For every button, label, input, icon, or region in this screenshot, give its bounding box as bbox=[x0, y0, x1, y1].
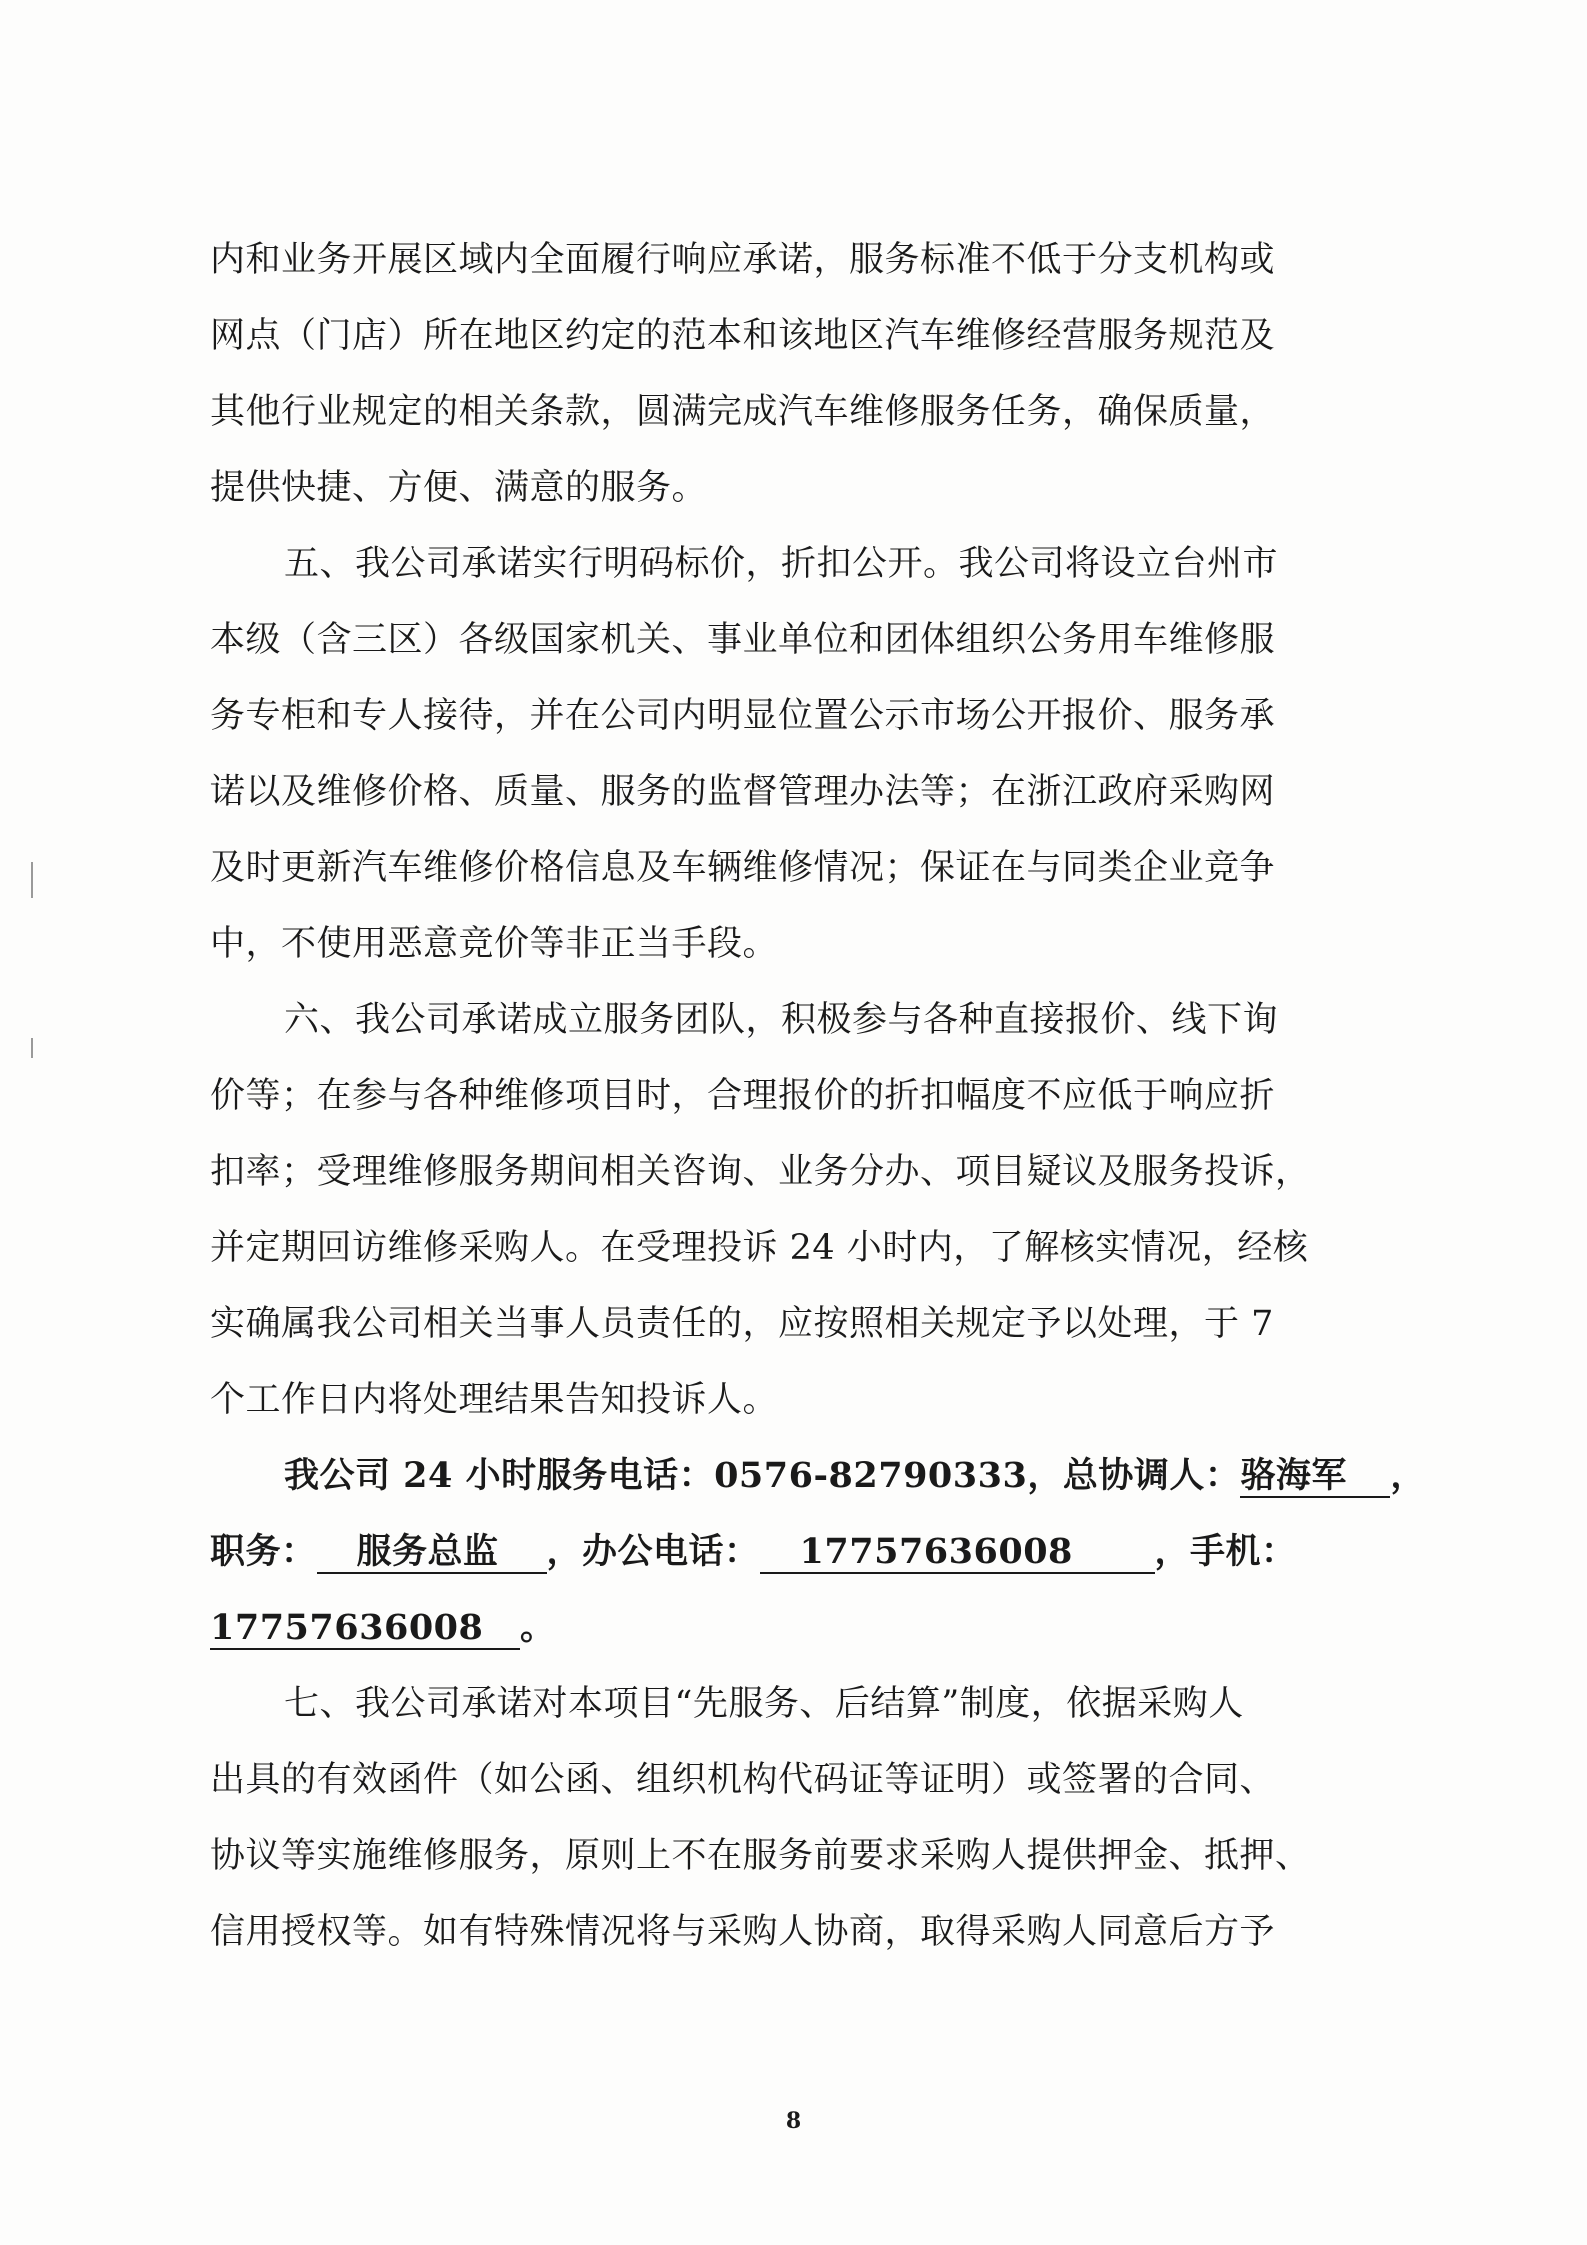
contact-line-hotline bbox=[210, 1438, 1426, 1514]
page-number: 8 bbox=[785, 2108, 802, 2134]
paragraph-line: 出具的有效函件（如公函、组织机构代码证等证明）或签署的合同、 bbox=[210, 1760, 1276, 1800]
mobile-value: 17757636008 bbox=[210, 1608, 520, 1650]
paragraph-line: 提供快捷、方便、满意的服务。 bbox=[210, 468, 708, 508]
contact-line-mobile bbox=[210, 1590, 1380, 1666]
paragraph-line: 个工作日内将处理结果告知投诉人。 bbox=[210, 1380, 779, 1420]
contact-line-position bbox=[210, 1514, 1380, 1590]
paragraph-line: 并定期回访维修采购人。在受理投诉 24 小时内，了解核实情况，经核 bbox=[210, 1228, 1309, 1268]
paragraph-line: 网点（门店）所在地区约定的范本和该地区汽车维修经营服务规范及 bbox=[210, 316, 1276, 356]
paragraph-line: 中，不使用恶意竞价等非正当手段。 bbox=[210, 924, 779, 964]
paragraph-line: 信用授权等。如有特殊情况将与采购人协商，取得采购人同意后方予 bbox=[210, 1912, 1276, 1952]
paragraph-line: 其他行业规定的相关条款，圆满完成汽车维修服务任务，确保质量， bbox=[210, 392, 1276, 432]
paragraph-line: 务专柜和专人接待，并在公司内明显位置公示市场公开报价、服务承 bbox=[210, 696, 1276, 736]
office-phone-label: ，办公电话： bbox=[546, 1531, 760, 1572]
paragraph-line: 六、我公司承诺成立服务团队，积极参与各种直接报价、线下询 bbox=[284, 1000, 1279, 1040]
paragraph-line: 协议等实施维修服务，原则上不在服务前要求采购人提供押金、抵押、 bbox=[210, 1836, 1311, 1876]
paragraph-line: 诺以及维修价格、质量、服务的监督管理办法等；在浙江政府采购网 bbox=[210, 772, 1276, 812]
paragraph-line: 价等；在参与各种维修项目时，合理报价的折扣幅度不应低于响应折 bbox=[210, 1076, 1276, 1116]
coordinator-name: 骆海军 bbox=[1240, 1456, 1390, 1498]
scan-artifact-mark bbox=[31, 1038, 33, 1058]
position-label: 职务： bbox=[210, 1531, 317, 1572]
paragraph-line: 七、我公司承诺对本项目“先服务、后结算”制度，依据采购人 bbox=[284, 1684, 1244, 1724]
paragraph-line: 扣率；受理维修服务期间相关咨询、业务分办、项目疑议及服务投诉， bbox=[210, 1152, 1311, 1192]
paragraph-line: 内和业务开展区域内全面履行响应承诺，服务标准不低于分支机构或 bbox=[210, 240, 1276, 280]
position-value: 服务总监 bbox=[317, 1532, 547, 1574]
paragraph-line: 五、我公司承诺实行明码标价，折扣公开。我公司将设立台州市 bbox=[284, 544, 1279, 584]
mobile-label: ，手机： bbox=[1154, 1531, 1297, 1572]
paragraph-line: 实确属我公司相关当事人员责任的，应按照相关规定予以处理，于 7 bbox=[210, 1304, 1274, 1344]
punctuation: 。 bbox=[520, 1607, 556, 1648]
office-phone-value: 17757636008 bbox=[760, 1532, 1155, 1574]
body-text bbox=[210, 222, 1426, 1970]
paragraph-line: 本级（含三区）各级国家机关、事业单位和团体组织公务用车维修服 bbox=[210, 620, 1276, 660]
hotline-text: 我公司 24 小时服务电话：0576-82790333，总协调人： bbox=[284, 1455, 1241, 1496]
scan-artifact-mark bbox=[31, 862, 33, 898]
paragraph-line: 及时更新汽车维修价格信息及车辆维修情况；保证在与同类企业竞争 bbox=[210, 848, 1276, 888]
punctuation: ， bbox=[1390, 1455, 1426, 1496]
